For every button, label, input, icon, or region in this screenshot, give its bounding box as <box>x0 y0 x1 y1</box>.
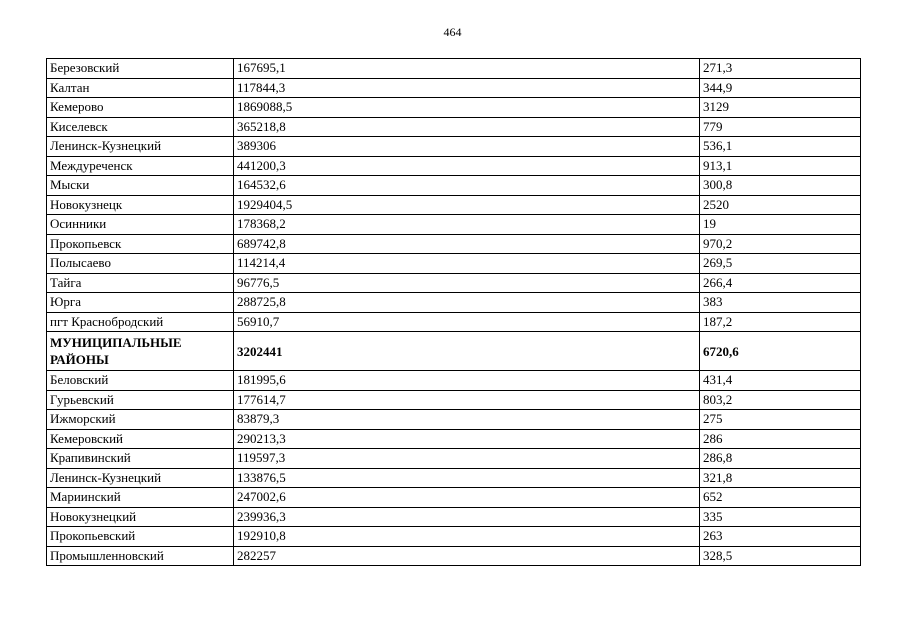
table-row <box>47 78 861 98</box>
table-row <box>47 312 861 332</box>
value-1-cell: 239936,3 <box>234 507 700 527</box>
table-row <box>47 195 861 215</box>
table-row <box>47 176 861 196</box>
value-2-cell: 266,4 <box>700 273 861 293</box>
value-2-cell: 328,5 <box>700 546 861 566</box>
table-row <box>47 137 861 157</box>
table-row <box>47 254 861 274</box>
municipality-name-cell: Тайга <box>47 273 234 293</box>
value-1-cell: 181995,6 <box>234 371 700 391</box>
table-row <box>47 429 861 449</box>
table-row <box>47 156 861 176</box>
value-2-cell: 536,1 <box>700 137 861 157</box>
value-1-cell: 689742,8 <box>234 234 700 254</box>
municipality-name-cell: Осинники <box>47 215 234 235</box>
value-1-cell: 441200,3 <box>234 156 700 176</box>
municipality-name-cell: Ленинск-Кузнецкий <box>47 468 234 488</box>
municipality-name-cell: Кемеровский <box>47 429 234 449</box>
table-row <box>47 546 861 566</box>
data-table <box>46 58 861 566</box>
value-2-cell: 3129 <box>700 98 861 118</box>
value-2-cell: 286,8 <box>700 449 861 469</box>
municipality-name-cell: Полысаево <box>47 254 234 274</box>
table-row <box>47 273 861 293</box>
table-row <box>47 293 861 313</box>
value-1-cell: 177614,7 <box>234 390 700 410</box>
value-1-cell: 117844,3 <box>234 78 700 98</box>
municipality-name-cell: Новокузнецк <box>47 195 234 215</box>
value-1-cell: 1869088,5 <box>234 98 700 118</box>
value-1-cell: 192910,8 <box>234 527 700 547</box>
municipality-name-cell: Прокопьевск <box>47 234 234 254</box>
value-2-cell: 271,3 <box>700 59 861 79</box>
municipality-name-cell: Беловский <box>47 371 234 391</box>
municipality-name-cell: Ленинск-Кузнецкий <box>47 137 234 157</box>
value-2-cell: 19 <box>700 215 861 235</box>
municipality-name-cell: Крапивинский <box>47 449 234 469</box>
table-row <box>47 488 861 508</box>
value-2-cell: 779 <box>700 117 861 137</box>
municipality-name-cell: Юрга <box>47 293 234 313</box>
value-1-cell: 167695,1 <box>234 59 700 79</box>
table-row <box>47 468 861 488</box>
value-2-cell: 431,4 <box>700 371 861 391</box>
value-2-cell: 269,5 <box>700 254 861 274</box>
value-2-cell: 6720,6 <box>700 332 861 371</box>
value-1-cell: 164532,6 <box>234 176 700 196</box>
value-1-cell: 56910,7 <box>234 312 700 332</box>
municipality-name-cell: Калтан <box>47 78 234 98</box>
value-2-cell: 275 <box>700 410 861 430</box>
value-2-cell: 187,2 <box>700 312 861 332</box>
value-1-cell: 178368,2 <box>234 215 700 235</box>
value-2-cell: 970,2 <box>700 234 861 254</box>
municipality-name-cell: Новокузнецкий <box>47 507 234 527</box>
municipality-name-cell: Березовский <box>47 59 234 79</box>
municipality-name-cell: МУНИЦИПАЛЬНЫЕ РАЙОНЫ <box>47 332 234 371</box>
table-body <box>47 59 861 566</box>
table-row <box>47 410 861 430</box>
value-2-cell: 913,1 <box>700 156 861 176</box>
value-1-cell: 389306 <box>234 137 700 157</box>
municipality-name-cell: Киселевск <box>47 117 234 137</box>
table-row <box>47 98 861 118</box>
municipality-name-cell: Ижморский <box>47 410 234 430</box>
value-1-cell: 365218,8 <box>234 117 700 137</box>
section-header-row <box>47 332 861 371</box>
value-2-cell: 2520 <box>700 195 861 215</box>
municipality-name-cell: пгт Краснобродский <box>47 312 234 332</box>
municipality-name-cell: Междуреченск <box>47 156 234 176</box>
table-row <box>47 215 861 235</box>
value-2-cell: 344,9 <box>700 78 861 98</box>
value-2-cell: 263 <box>700 527 861 547</box>
municipality-name-cell: Мыски <box>47 176 234 196</box>
value-1-cell: 114214,4 <box>234 254 700 274</box>
municipality-name-cell: Мариинский <box>47 488 234 508</box>
page-number: 464 <box>443 25 462 39</box>
municipality-name-cell: Гурьевский <box>47 390 234 410</box>
value-1-cell: 83879,3 <box>234 410 700 430</box>
value-1-cell: 119597,3 <box>234 449 700 469</box>
value-2-cell: 652 <box>700 488 861 508</box>
value-1-cell: 247002,6 <box>234 488 700 508</box>
table-row <box>47 371 861 391</box>
value-2-cell: 383 <box>700 293 861 313</box>
table-row <box>47 507 861 527</box>
table-row <box>47 449 861 469</box>
value-1-cell: 288725,8 <box>234 293 700 313</box>
table-row <box>47 59 861 79</box>
value-1-cell: 282257 <box>234 546 700 566</box>
value-1-cell: 1929404,5 <box>234 195 700 215</box>
municipality-name-cell: Прокопьевский <box>47 527 234 547</box>
value-1-cell: 3202441 <box>234 332 700 371</box>
value-2-cell: 300,8 <box>700 176 861 196</box>
municipality-name-cell: Кемерово <box>47 98 234 118</box>
municipality-name-cell: Промышленновский <box>47 546 234 566</box>
value-2-cell: 335 <box>700 507 861 527</box>
value-1-cell: 290213,3 <box>234 429 700 449</box>
table-row <box>47 390 861 410</box>
value-1-cell: 96776,5 <box>234 273 700 293</box>
value-1-cell: 133876,5 <box>234 468 700 488</box>
table-row <box>47 117 861 137</box>
value-2-cell: 803,2 <box>700 390 861 410</box>
value-2-cell: 321,8 <box>700 468 861 488</box>
table-row <box>47 527 861 547</box>
value-2-cell: 286 <box>700 429 861 449</box>
table-row <box>47 234 861 254</box>
